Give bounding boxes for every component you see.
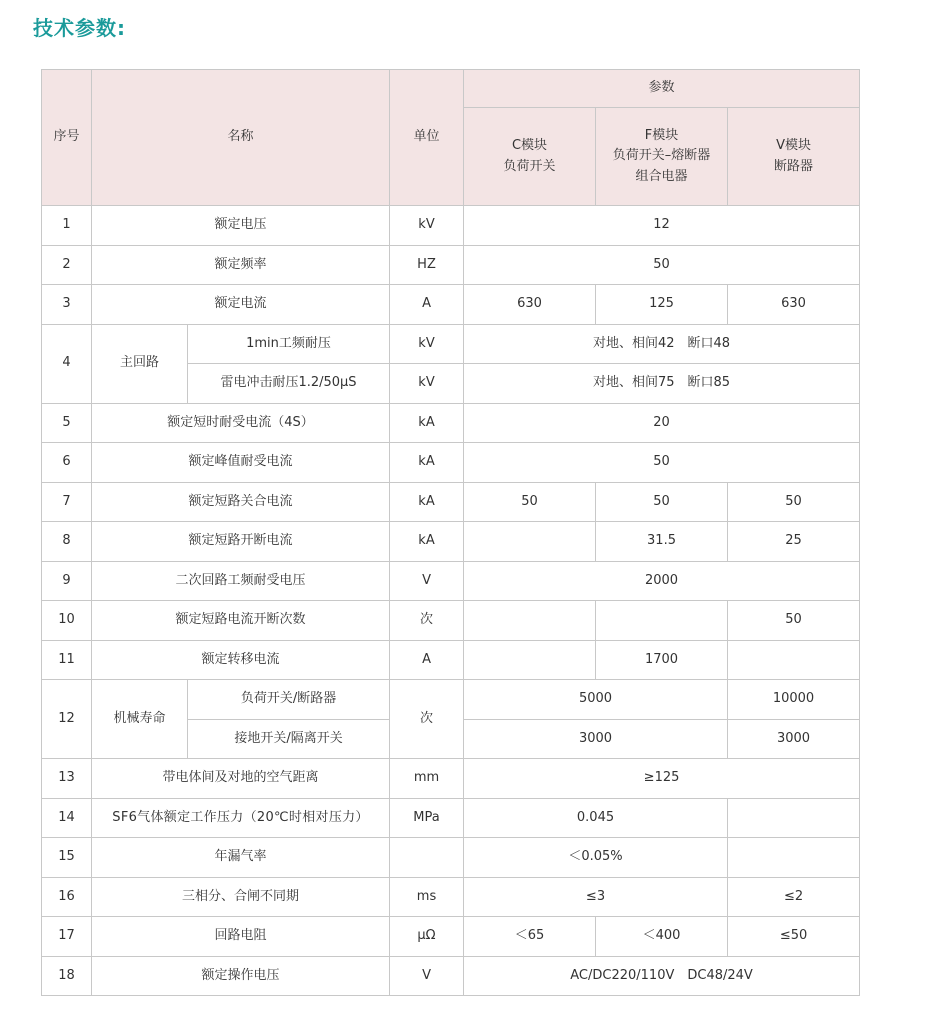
value-all: 对地、相间75 断口85	[464, 364, 860, 404]
param-group: 机械寿命	[92, 680, 188, 759]
value-c: 50	[464, 482, 596, 522]
param-unit: ms	[390, 877, 464, 917]
table-row	[42, 838, 860, 878]
param-unit: mm	[390, 759, 464, 799]
header-f-line1: F模块	[644, 128, 679, 144]
value-cf: 3000	[464, 719, 728, 759]
row-number: 14	[42, 798, 92, 838]
table-row	[42, 680, 860, 720]
value-v: ≤2	[728, 877, 860, 917]
header-v-module	[728, 108, 860, 206]
row-number: 13	[42, 759, 92, 799]
param-unit: 次	[390, 601, 464, 641]
table-row	[42, 917, 860, 957]
param-unit: V	[390, 956, 464, 996]
row-number: 2	[42, 245, 92, 285]
param-name: 三相分、合闸不同期	[92, 877, 390, 917]
param-subname: 负荷开关/断路器	[188, 680, 390, 720]
header-index: 序号	[42, 70, 92, 206]
value-f: 1700	[596, 640, 728, 680]
table-row	[42, 561, 860, 601]
param-subname: 接地开关/隔离开关	[188, 719, 390, 759]
param-unit: A	[390, 285, 464, 325]
value-all: ≥125	[464, 759, 860, 799]
value-v: 50	[728, 482, 860, 522]
table-row	[42, 522, 860, 562]
row-number: 9	[42, 561, 92, 601]
value-c	[464, 640, 596, 680]
row-number: 11	[42, 640, 92, 680]
spec-table	[41, 69, 860, 996]
value-cf: ≤3	[464, 877, 728, 917]
param-unit: kV	[390, 206, 464, 246]
table-row	[42, 798, 860, 838]
table-row	[42, 245, 860, 285]
row-number: 7	[42, 482, 92, 522]
value-f: 125	[596, 285, 728, 325]
param-unit: 次	[390, 680, 464, 759]
value-v: 10000	[728, 680, 860, 720]
table-row	[42, 285, 860, 325]
value-cf: 5000	[464, 680, 728, 720]
row-number: 17	[42, 917, 92, 957]
table-row	[42, 324, 860, 364]
header-f-line2: 负荷开关–熔断器	[612, 148, 711, 164]
param-name: 额定电流	[92, 285, 390, 325]
value-v	[728, 640, 860, 680]
table-row	[42, 482, 860, 522]
header-c-line1: C模块	[511, 138, 548, 154]
value-all: 2000	[464, 561, 860, 601]
header-params: 参数	[464, 70, 860, 108]
header-f-line3: 组合电器	[635, 168, 688, 184]
table-row	[42, 877, 860, 917]
row-number: 18	[42, 956, 92, 996]
table-row	[42, 443, 860, 483]
param-name: SF6气体额定工作压力（20℃时相对压力）	[92, 798, 390, 838]
param-name: 二次回路工频耐受电压	[92, 561, 390, 601]
param-name: 额定电压	[92, 206, 390, 246]
value-f: 31.5	[596, 522, 728, 562]
param-subname: 1min工频耐压	[188, 324, 390, 364]
header-c-line2: 负荷开关	[503, 158, 556, 174]
value-c: 630	[464, 285, 596, 325]
value-v: 630	[728, 285, 860, 325]
param-unit: MPa	[390, 798, 464, 838]
param-name: 额定短路电流开断次数	[92, 601, 390, 641]
table-row	[42, 206, 860, 246]
value-c	[464, 601, 596, 641]
value-all: 对地、相间42 断口48	[464, 324, 860, 364]
param-unit: kA	[390, 443, 464, 483]
row-number: 3	[42, 285, 92, 325]
value-v	[728, 838, 860, 878]
param-unit: HZ	[390, 245, 464, 285]
row-number: 4	[42, 324, 92, 403]
value-all: 50	[464, 443, 860, 483]
value-f: ＜400	[596, 917, 728, 957]
param-unit: kA	[390, 522, 464, 562]
param-subname: 雷电冲击耐压1.2/50μS	[188, 364, 390, 404]
row-number: 15	[42, 838, 92, 878]
value-all: 50	[464, 245, 860, 285]
param-group: 主回路	[92, 324, 188, 403]
table-row	[42, 956, 860, 996]
value-f: 50	[596, 482, 728, 522]
value-v: 3000	[728, 719, 860, 759]
param-unit: kV	[390, 364, 464, 404]
header-f-module	[596, 108, 728, 206]
value-all: 20	[464, 403, 860, 443]
value-all: AC/DC220/110V DC48/24V	[464, 956, 860, 996]
table-row	[42, 403, 860, 443]
header-row	[42, 70, 860, 108]
value-v: ≤50	[728, 917, 860, 957]
param-name: 额定短时耐受电流（4S）	[92, 403, 390, 443]
param-name: 额定转移电流	[92, 640, 390, 680]
row-number: 10	[42, 601, 92, 641]
value-cf: ＜0.05%	[464, 838, 728, 878]
header-c-module	[464, 108, 596, 206]
param-unit: A	[390, 640, 464, 680]
param-unit: V	[390, 561, 464, 601]
row-number: 8	[42, 522, 92, 562]
value-v: 25	[728, 522, 860, 562]
param-unit: kA	[390, 482, 464, 522]
value-c	[464, 522, 596, 562]
value-v: 50	[728, 601, 860, 641]
row-number: 5	[42, 403, 92, 443]
row-number: 6	[42, 443, 92, 483]
row-number: 12	[42, 680, 92, 759]
table-row	[42, 601, 860, 641]
page-title: 技术参数:	[33, 16, 126, 40]
param-unit: kA	[390, 403, 464, 443]
value-all: 12	[464, 206, 860, 246]
value-f	[596, 601, 728, 641]
param-unit	[390, 838, 464, 878]
param-name: 额定频率	[92, 245, 390, 285]
header-unit: 单位	[390, 70, 464, 206]
value-v	[728, 798, 860, 838]
param-unit: μΩ	[390, 917, 464, 957]
header-v-line1: V模块	[776, 138, 811, 154]
value-cf: 0.045	[464, 798, 728, 838]
row-number: 16	[42, 877, 92, 917]
param-unit: kV	[390, 324, 464, 364]
value-c: ＜65	[464, 917, 596, 957]
row-number: 1	[42, 206, 92, 246]
table-row	[42, 640, 860, 680]
param-name: 带电体间及对地的空气距离	[92, 759, 390, 799]
param-name: 额定短路关合电流	[92, 482, 390, 522]
param-name: 额定短路开断电流	[92, 522, 390, 562]
header-name: 名称	[92, 70, 390, 206]
param-name: 年漏气率	[92, 838, 390, 878]
param-name: 额定峰值耐受电流	[92, 443, 390, 483]
param-name: 额定操作电压	[92, 956, 390, 996]
table-row	[42, 759, 860, 799]
header-v-line2: 断路器	[774, 158, 814, 174]
param-name: 回路电阻	[92, 917, 390, 957]
